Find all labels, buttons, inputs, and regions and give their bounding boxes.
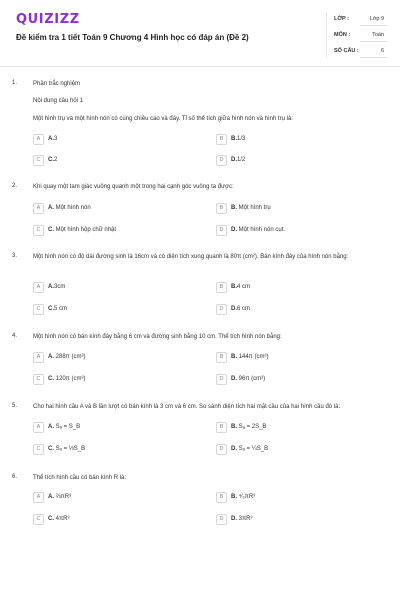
meta-underline <box>360 57 388 58</box>
option-label: B. <box>231 424 237 430</box>
option-c[interactable] <box>33 374 178 386</box>
option-b[interactable] <box>216 282 361 294</box>
meta-subject-label: MÔN : <box>334 32 351 38</box>
question-number: 5. <box>12 403 18 409</box>
option-letter-box: D <box>216 155 227 166</box>
option-text: 3 <box>54 136 58 142</box>
meta-grade-label: LỚP : <box>334 16 349 22</box>
option-text: Sₐ = S_B <box>54 424 81 430</box>
meta-grade-value: Lớp 9 <box>369 16 384 22</box>
option-letter-box: A <box>33 492 44 503</box>
meta-divider <box>326 12 327 58</box>
option-text: 4πR³ <box>54 516 70 522</box>
option-d[interactable] <box>216 225 361 237</box>
option-text: 3cm <box>54 284 66 290</box>
question-number: 2. <box>12 183 18 189</box>
option-letter-box: B <box>216 492 227 503</box>
option-label: C. <box>48 376 54 382</box>
option-label: B. <box>231 354 237 360</box>
worksheet-title: Đề kiểm tra 1 tiết Toán 9 Chương 4 Hình học có đáp án (Đề 2) <box>16 33 249 42</box>
option-text: Một hình hộp chữ nhật <box>54 227 117 233</box>
option-label: A. <box>48 424 54 430</box>
option-b[interactable] <box>216 134 361 146</box>
option-letter-box: C <box>33 304 44 315</box>
option-c[interactable] <box>33 155 178 167</box>
option-letter-box: A <box>33 203 44 214</box>
option-b[interactable] <box>216 492 361 504</box>
option-label: A. <box>48 354 54 360</box>
option-b[interactable] <box>216 203 361 215</box>
option-text: 6 cm <box>237 306 251 312</box>
meta-subject <box>334 28 388 42</box>
option-letter-box: C <box>33 514 44 525</box>
question-text: Một hình nón có bán kính đáy bằng 6 cm và đường sinh bằng 10 cm. Thể tích hình nón bằng: <box>33 334 282 340</box>
question-text: Cho hai hình cầu A và B lần lượt có bán kính là 3 cm và 6 cm. So sánh diện tích hai mặt cầu của hai hình cầu đó là: <box>33 404 341 410</box>
question-subheading: Nội dung câu hỏi 1 <box>33 98 84 104</box>
option-text: Sₐ = ¼S_B <box>237 446 269 452</box>
option-a[interactable] <box>33 203 178 215</box>
option-a[interactable] <box>33 492 178 504</box>
option-letter-box: D <box>216 225 227 236</box>
option-label: B. <box>231 284 237 290</box>
option-label: D. <box>231 157 237 163</box>
meta-count-label: SỐ CÂU : <box>334 48 359 54</box>
question-prompt: Một hình trụ và một hình nón có cùng chiều cao và đáy. Tỉ số thể tích giữa hình nón và hình trụ là: <box>33 116 293 122</box>
option-b[interactable] <box>216 422 361 434</box>
option-text: ⁴⁄₃πR³ <box>237 494 256 500</box>
option-label: B. <box>231 136 237 142</box>
option-b[interactable] <box>216 352 361 364</box>
option-text: Sₐ = ⅓S_B <box>54 446 86 452</box>
option-d[interactable] <box>216 444 361 456</box>
option-text: 2 <box>54 157 58 163</box>
header-divider <box>0 66 400 67</box>
question-number: 3. <box>12 253 18 259</box>
option-label: D. <box>231 376 237 382</box>
option-letter-box: B <box>216 352 227 363</box>
option-letter-box: D <box>216 444 227 455</box>
option-label: A. <box>48 284 54 290</box>
option-label: C. <box>48 516 54 522</box>
option-label: D. <box>231 306 237 312</box>
quizizz-logo: QUIZIZZ <box>16 12 80 27</box>
option-text: 288π (cm³) <box>54 354 86 360</box>
option-text: Một hình trụ <box>237 205 271 211</box>
option-label: A. <box>48 136 54 142</box>
option-text: ⅔πR³ <box>54 494 72 500</box>
option-text: Một hình nón cụt. <box>237 227 286 233</box>
option-c[interactable] <box>33 304 178 316</box>
option-letter-box: B <box>216 134 227 145</box>
option-text: Một hình nón <box>54 205 91 211</box>
option-letter-box: D <box>216 514 227 525</box>
option-label: B. <box>231 205 237 211</box>
option-letter-box: A <box>33 282 44 293</box>
option-label: A. <box>48 494 54 500</box>
meta-subject-value: Toán <box>372 32 384 38</box>
option-label: C. <box>48 446 54 452</box>
option-text: Sₐ = 2S_B <box>237 424 267 430</box>
option-d[interactable] <box>216 155 361 167</box>
option-letter-box: C <box>33 225 44 236</box>
meta-underline <box>360 25 388 26</box>
option-letter-box: B <box>216 203 227 214</box>
option-label: A. <box>48 205 54 211</box>
option-text: 3πR³ <box>237 516 253 522</box>
option-a[interactable] <box>33 134 178 146</box>
option-label: D. <box>231 446 237 452</box>
option-letter-box: D <box>216 304 227 315</box>
option-label: D. <box>231 227 237 233</box>
option-text: 5 cm <box>54 306 68 312</box>
option-letter-box: A <box>33 422 44 433</box>
option-a[interactable] <box>33 282 178 294</box>
option-letter-box: C <box>33 374 44 385</box>
option-letter-box: C <box>33 155 44 166</box>
option-text: 1/2 <box>237 157 246 163</box>
question-text: Phần trắc nghiệm <box>33 81 81 87</box>
meta-underline <box>360 41 388 42</box>
option-letter-box: B <box>216 282 227 293</box>
option-letter-box: D <box>216 374 227 385</box>
option-c[interactable] <box>33 444 178 456</box>
option-d[interactable] <box>216 514 361 526</box>
question-number: 6. <box>12 474 18 480</box>
option-d[interactable] <box>216 374 361 386</box>
option-a[interactable] <box>33 352 178 364</box>
option-label: C. <box>48 227 54 233</box>
option-d[interactable] <box>216 304 361 316</box>
option-text: 4 cm <box>237 284 251 290</box>
option-c[interactable] <box>33 514 178 526</box>
option-text: 120π (cm³) <box>54 376 86 382</box>
question-text: Một hình nón có độ dài đường sinh là 16cm và có diện tích xung quanh là 80π (cm²). Bán kính đáy của hình nón bằng: <box>33 254 349 260</box>
question-number: 4. <box>12 333 18 339</box>
question-text: Khi quay một tam giác vuông quanh một trong hai cạnh góc vuông ta được: <box>33 184 234 190</box>
option-c[interactable] <box>33 225 178 237</box>
option-letter-box: A <box>33 352 44 363</box>
option-label: C. <box>48 306 54 312</box>
question-number: 1. <box>12 80 18 86</box>
option-label: B. <box>231 494 237 500</box>
option-text: 1/3 <box>237 136 246 142</box>
meta-count-value: 6 <box>380 48 384 54</box>
option-letter-box: B <box>216 422 227 433</box>
worksheet-header <box>0 0 400 64</box>
question-text: Thể tích hình cầu có bán kính R là: <box>33 475 127 481</box>
option-a[interactable] <box>33 422 178 434</box>
option-label: C. <box>48 157 54 163</box>
option-letter-box: A <box>33 134 44 145</box>
option-label: D. <box>231 516 237 522</box>
option-text: 96π (cm³) <box>237 376 266 382</box>
option-text: 144π (cm³) <box>237 354 269 360</box>
meta-question-count <box>334 44 388 58</box>
option-letter-box: C <box>33 444 44 455</box>
meta-grade <box>334 12 388 26</box>
